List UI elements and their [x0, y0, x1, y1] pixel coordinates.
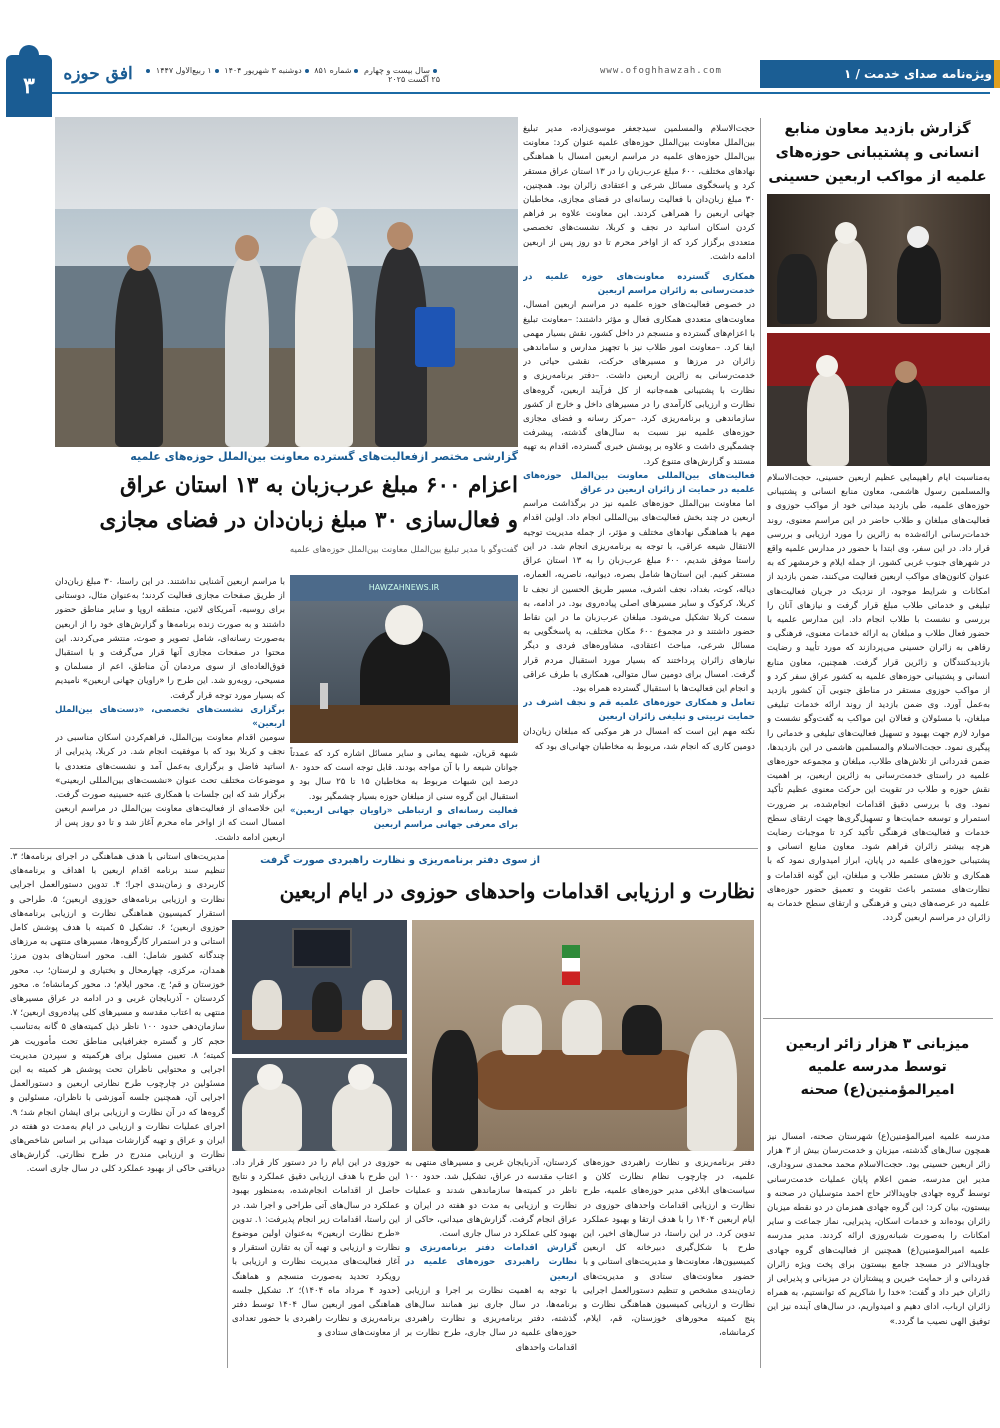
lead-title-line2: و فعال‌سازی ۳۰ مبلغ زبان‌دان در فضای مجازی [99, 508, 518, 533]
page-number-badge [6, 55, 52, 117]
lead-story-kicker: گزارشی مختصر ازفعالیت‌های گسترده معاونت بین‌الملل حوزه‌های علمیه [130, 450, 518, 463]
lead-story-column-a [55, 575, 285, 845]
divider [763, 1018, 993, 1019]
lead-story-right-column [523, 122, 755, 740]
bottom-story-left-column: مدیریت‌های استانی با هدف هماهنگی در اجرای برنامه‌ها؛ ۳. تنظیم سند برنامه اقدام اربعین با اهداف و برنامه‌های کاربردی و زمان‌بندی اجرا؛ ۴. تدوین دستورالعمل اجرایی نظارت و ارزیابی برنامه‌های حوزوی اربعین؛ ۵. طراحی و استقرار کمیسیون هماهنگی نظارت و ارزیابی برنامه‌های حوزوی اربعین؛ ۶. تشکیل ۵ کمیته با هدف پوشش کامل استانی و در استمرار کارگروه‌ها، مسیرهای منتهی به مرزهای چندگانه کشور شامل: الف. محور استان‌های بدون مرز: همدان، مرکزی، چهارمحال و بختیاری و لرستان؛ ب. محور خوزستان و قم؛ ج. محور ایلام؛ د. محور کرمانشاه؛ ه. محور کردستان - آذربایجان غربی و در ادامه در عراق مسیرهای منتهی به اعتاب مقدسه و مسیرهای کلی پیاده‌روی اربعین؛ ۷. سازمان‌دهی حدود ۱۰۰ ناظر ذیل کمیته‌های ۵ گانه به‌تناسب حجم کار و گستره جغرافیایی مناطق تحت مأموریت هر کمیته؛ ۸. تعیین مسئول برای هرکمیته و سپردن مدیریت اجرایی و محتوایی ناظران تحت پوشش هر کمیته به این مسئولین در چارچوب طرح نظارتی اربعین و دستورالعمل اجرایی آن، همچنین جلسه آموزشی با ناظران، مسئولین و گروه‌ها که در آن نظارت و ارزیابی برای ایشان انجام شد؛ ۹. اجرای عملیات نظارت و ارزیابی در ایام به‌مدت دو هفته در ایران و عراق و تهیه گزارشات میدانی بر اساس شاخص‌های نظارت و ارزیابی مندرج در طرح نظارتی. گزارش‌های دریافتی حاکی از بهبود عملکرد کلی در سال جاری است. [10, 852, 225, 1175]
lead-paragraph-2: اما معاونت بین‌الملل حوزه‌های علمیه نیز در برگذاشت مراسم اربعین در چند بخش فعالیت‌های بین‌المللی انجام داد. اولین اقدام مهم با هماهنگی نهادهای مختلف و مؤثر، از جمله مدیریت توجیه الانتقال شیعه عراقی، با توجه به برنامه‌ریزی انجام شد. در این راستا موفق شدیم، ۶۰۰ مبلغ عرب‌زبان را به ۱۳ استان عراق مستقر کنیم. این استان‌ها شامل بصره، دیوانیه، ناصریه، العماره، دیاله، کوت، بغداد، نجف اشرف، مسیر طریق الحسین از نجف تا کربلا، کرکوک و سایر مسیرهای اصلی پیاده‌روی بود. در ادامه، به سمت کربلا تشکیل می‌شود. مبلغان عرب‌زبان ما در این نقاط حضور داشتند و در مجموع ۶۰۰ مکان مختلف، به پاسخگویی به مسائل شرعی، مباحث اعتقادی، مشاوره‌های فردی و دیگر نیازهای زائران پرداختند که بسیار مورد استقبال مردم قرار گرفت. امسال برای دومین سال متوالی، همکاری با طرف عراقی و انجام این فعالیت‌ها با استقبال گسترده همراه بود. [523, 499, 755, 694]
issue-info [140, 66, 440, 84]
gregorian-date: ۲۵ آگست ۲۰۲۵ [388, 75, 440, 84]
lead-paragraph-1: در خصوص فعالیت‌های حوزه علمیه در مراسم اربعین امسال، معاونت‌های متعددی همکاری فعال و مؤثر داشتند: –معاونت تبلیغ با اعزام‌های گسترده و منسجم در داخل کشور، نقش بسیار مهمی ایفا کرد. –معاونت امور طلاب نیز با تجهیز مدارس و ساماندهی زائران در مرزها و مسیرهای حرکت، نقشی حیاتی در خدمت‌رسانی به زائرین اربعین داشت. –دفتر برنامه‌ریزی و نظارت با پشتیبانی همه‌جانبه از کل فرآیند اربعین، گروه‌های نظارت و ارزیابی کارآمدی را در مسیرهای داخل و خارج از کشور سازماندهی و برنامه‌ریزی کرد. –مرکز رسانه و فضای مجازی حوزه‌های علمیه نیز نسبت به سال‌های گذشته، پیشرفت چشمگیری داشت و علاوه بر پوشش خبری گسترده، اقدام به تهیه مستند و گزارش‌های متنوع کرد. [523, 300, 755, 467]
bullet-icon [146, 69, 150, 73]
lead-col-a-paragraph-1: با مراسم اربعین آشنایی نداشتند. در این راستا، ۳۰ مبلغ زبان‌دان از طریق صفحات مجازی فعالیت کردند؛ به‌عنوان مثال، دوستانی برای روسیه، آمریکای لاتین، منطقه اروپا و سایر مناطق حضور داشتند و به صورت زنده برنامه‌ها و گزارش‌های خود را از اربعین به‌صورت رسانه‌ای، شامل تصویر و صوت، منتشر می‌کردند. این محتوا در صفحات مجازی آنها قرار می‌گرفت و با استقبال فوق‌العاده‌ای از سوی مردمان آن مناطق، اعم از مسلمان و مسیحی، روبه‌رو شد. این طرح را «راویان جهانی اربعین» نامیدیم که بسیار مورد توجه قرار گرفت. [55, 577, 285, 701]
lead-col-b-paragraph: شبهه قربان، شبهه یمانی و سایر مسائل اشاره کرد که عمدتاً جوانان شیعه را با آن مواجه بودند. قابل توجه است که حدود ۸۰ درصد این شبهات مربوط به مخاطبان ۱۵ تا ۲۵ سال بود و استقبال این گروه سنی از مبلغان حوزه بسیار چشمگیر بود. [290, 749, 518, 802]
bottom-col2-subhead: گزارش اقدامات دفتر برنامه‌ریزی و نظارت راهبردی حوزه‌های علمیه در اربعین [405, 1243, 577, 1282]
blue-bin [415, 307, 455, 367]
lead-col-a-subhead: برگزاری نشست‌های تخصصی، «دست‌های بین‌الملل اربعین» [55, 704, 285, 730]
bottom-story-photo2 [232, 1058, 407, 1151]
lead-title-line1: اعزام ۶۰۰ مبلغ عرب‌زبان به ۱۳ استان عراق [120, 473, 518, 498]
bullet-icon [433, 69, 437, 73]
lead-story-subtitle: گفت‌وگو با مدیر تبلیغ بین‌الملل معاونت بین‌الملل حوزه‌های علمیه [289, 545, 518, 555]
column-divider [760, 118, 761, 1368]
lead-intro: حجت‌الاسلام والمسلمین سیدجعفر موسوی‌زاده، مدیر تبلیغ بین‌الملل معاونت بین‌الملل حوزه‌های علمیه عنوان کرد: معاونت بین‌الملل حوزه‌های علمیه در مراسم اربعین امسال با هماهنگی نهادهای مختلف، ۶۰۰ مبلغ عرب‌زبان را در ۱۳ استان عراق مستقر کرد و پاسخگوی مسائل شرعی و اعتقادی زائران بود. همچنین، ۳۰ مبلغ زبان‌دان با فعالیت رسانه‌ای در فضای مجازی، مخاطبان جهانی اربعین را همراهی کردند. این معاونت علاوه بر فراهم کردن اسکان اساتید در نجف و کربلا، نشست‌های تخصصی متعددی برگزار کرد که از اواخر محرم تا دو روز پس از اربعین ادامه داشت. [523, 124, 755, 262]
screen [292, 928, 352, 968]
section-divider [10, 848, 758, 849]
bullet-icon [354, 69, 358, 73]
issue-volume: سال بیست و چهارم [364, 66, 430, 75]
microphone [320, 683, 328, 709]
bottom-story-kicker: از سوی دفتر برنامه‌ریزی و نظارت راهبردی صورت گرفت [260, 855, 540, 866]
column-divider [227, 850, 228, 1368]
bottom-story-photo3 [412, 920, 754, 1151]
sidebar-story1-body: به‌مناسبت ایام راهپیمایی عظیم اربعین حسینی، حجت‌الاسلام والمسلمین رسول هاشمی، معاون منابع انسانی و پشتیبانی حوزه‌های علمیه، طی بازدید میدانی خود از مواکب حوزوی و فعالیت‌های مبلغان و طلاب حاضر در این مراسم معنوی، روند خدمات‌رسانی ارائه‌شده به زائرین را مورد ارزیابی و بررسی قرار داد. در این سفر، وی ابتدا با حضور در مدارس علمیه واقع در شهرهای جنوب غربی کشور، از جمله ایلام و خرمشهر که به عنوان کانون‌های مواکب اربعین فعالیت می‌کنند، ضمن بازدید از امکانات و شرایط موجود، از نزدیک در جریان فعالیت‌های تبلیغی و خدماتی طلاب مبلغ قرار گرفت و نیازهای آنان را بررسی و نشست با طلاب انجام داد. این مدارس علمیه با حضور فعال طلاب و مبلغان به ارائه خدمات معنوی، فرهنگی و رفاهی به زائران حسینی می‌پردازند که مورد تأیید و رضایت بازدیدکنندگان و زائرین قرار گرفت. همچنین، معاون منابع انسانی و پشتیبانی حوزه‌های علمیه به کشور عراق سفر کرد و از مواکب حوزوی مستقر در مناطق جنوبی آن کشور بازدید به‌عمل آورد. وی ضمن بازدید از روند ارائه خدمات تبلیغی مبلغان، با مسئولان و فعالان این مواکب به گفت‌وگو نشست و موارد لازم جهت بهبود و تسهیل فعالیت‌های تبلیغی و خدماتی را پیگیری نمود. حجت‌الاسلام والمسلمین هاشمی در این بازدیدها، ضمن قدردانی از تلاش‌های طلاب، مبلغان و مجموعه حوزه‌های علمیه در راستای خدمت‌رسانی به زائرین اربعین، بر اهمیت نقش حوزه و طلاب در تقویت این حرکت معنوی عظیم تأکید نمود. وی با بررسی دقیق اقدامات انجام‌شده، بر ضرورت استمرار و توسعه حمایت‌ها و تسهیل‌گری‌ها جهت ارتقای سطح خدمات و فعالیت‌های فرهنگی تأکید کرد تا موجبات رضایت هرچه بیشتر زائران فراهم شود. معاون منابع انسانی و پشتیبانی حوزه‌های علمیه در پایان، ابراز امیدواری نمود که با همکاری و تلاش مستمر طلاب و مبلغان، این گونه اقدامات و نظارت‌های مستمر باعث تقویت و تعمیق حضور حوزه‌های علمیه در عرصه‌های دینی و فرهنگی و ارتقای سطح خدمات به زائران در مراسم اربعین گردد. [767, 473, 990, 924]
tent-canopy [55, 117, 518, 209]
bottom-story-column-2 [405, 1156, 577, 1366]
lead-paragraph-3: نکته مهم این است که امسال در هر موکبی که مبلغان زبان‌دان [523, 726, 755, 737]
flag-icon [562, 945, 580, 985]
weekday-date: دوشنبه ۳ شهریور ۱۴۰۴ [224, 66, 302, 75]
hijri-date: ۱ ربیع‌الاول ۱۴۴۷ [155, 66, 212, 75]
lead-col-b-subhead: فعالیت رسانه‌ای و ارتباطی «راویان جهانی اربعین» برای معرفی جهانی مراسم اربعین [290, 805, 518, 831]
website-url[interactable]: www.ofoghhawzah.com [600, 66, 722, 76]
lead-story-column-c [523, 740, 755, 848]
dome-icon [19, 45, 39, 61]
lead-story-title [55, 468, 518, 538]
bullet-icon [215, 69, 219, 73]
lead-story-photo [55, 117, 518, 447]
lead-subhead-1: همکاری گسترده معاونت‌های حوزه علمیه در خدمت‌رسانی به زائران مراسم اربعین [523, 272, 755, 297]
lead-subhead-2: فعالیت‌های بین‌المللی معاونت بین‌الملل حوزه‌های علمیه در حمایت از زائران اربعین در عراق [523, 470, 755, 496]
lead-col-a-paragraph-2: سومین اقدام معاونت بین‌الملل، فراهم‌کردن اسکان مناسبی در نجف و کربلا بود که با موفقیت انجام شد. در کربلا، پذیرایی از اساتید فاضل و برگزاری به‌عمل آمد و نشست‌های متعددی با موضوعات مختلف تحت عنوان «نشست‌های بین‌المللی اربعینی» برگزار شد که این جلسات با همکاری عتبه حسینیه صورت گرفت. این خلاصه‌ای از فعالیت‌های معاونت بین‌الملل در مراسم اربعین امسال است که از اواخر ماه محرم آغاز شد و تا دو روز پس از اربعین ادامه داشت. [55, 733, 285, 843]
newspaper-logo: افق حوزه [63, 64, 133, 84]
sidebar-story1-title: گزارش بازدید معاون منابع انسانی و پشتیبانی حوزه‌های علمیه از مواکب اربعین حسینی [768, 121, 987, 185]
lead-subhead-3: تعامل و همکاری حوزه‌های علمیه قم و نجف اشرف در حمایت تربیتی و تبلیغی زائران اربعین [523, 698, 755, 723]
special-issue-label: ویژه‌نامه صدای خدمت / ۱ [760, 60, 1000, 88]
bullet-icon [305, 69, 309, 73]
lead-inner-photo [290, 575, 518, 743]
issue-number: شماره ۸۵۱ [314, 66, 352, 75]
sidebar-story1-photo1 [767, 194, 990, 327]
bottom-story-photo1 [232, 920, 407, 1054]
header-rule [52, 92, 990, 94]
sidebar-story1-photo2 [767, 333, 990, 466]
bottom-col2-paragraph-2: با توجه به اهمیت نظارت بر اجرا و ارزیابی برنامه‌ها، در سال جاری نیز همانند سال‌های گذشته، دفتر برنامه‌ریزی و نظارت راهبردی حوزه‌های علمیه در سال جاری، طرح نظارت بر اقدامات واحدهای [405, 1285, 577, 1353]
sidebar-story2-title: میزبانی ۳ هزار زائر اربعین توسط مدرسه علمیه امیرالمؤمنین(ع) صحنه [785, 1036, 970, 1098]
bottom-col2-paragraph-1: کردستان، آذربایجان غربی و مسیرهای منتهی به اعتاب مقدسه در عراق، تشکیل شد. حدود ۱۰۰ ناظر در کمیته‌ها سازماندهی شدند و عملیات نظارت و ارزیابی به مدت دو هفته در ایران و عراق انجام گرفت. گزارش‌های میدانی، حاکی از بهبود کلی عملکرد در سال جاری است. [405, 1158, 577, 1240]
page-header [0, 0, 1000, 118]
bottom-story-title: نظارت و ارزیابی اقدامات واحدهای حوزوی در ایام اربعین [279, 879, 755, 903]
sidebar-story2-body: مدرسه علمیه امیرالمؤمنین(ع) شهرستان صحنه، امسال نیز همچون سال‌های گذشته، میزبان و خدمت‌رسان بیش از ۳ هزار زائر اربعین حسینی بود. حجت‌الاسلام محمد محمدی سروداری، مدیر این مدرسه، ضمن اعلام پایان عملیات خدمت‌رسانی توسط گروه جهادی جاویدالاثر حاج احمد متوسلیان در صحنه و بیستون، بیان کرد: این گروه جهادی همزمان در دو نقطه میزبان زائران بوده‌اند و خدمات اسکان، پذیرایی، نماز جماعت و سایر امکانات را به‌صورت شبانه‌روزی ارائه کردند. مدیر مدرسه علمیه امیرالمؤمنین(ع) همچنین از فعالیت‌های گروه جهادی جاویدالاثر در مسجد جامع بیستون برای پخت ویژه زائران قدردانی و از حمایت خیرین و پیشتازان در میزبانی و پذیرایی از زائران خیر داد و گفت: «خدا را شاکریم که توانستیم، به همراه زائران ارباب، ادای دهیم و امیدواریم، در سال‌های آینده نیز این توفیق الهی نصیب ما گردد.» [767, 1132, 990, 1327]
bottom-story-column-3: حوزوی در این ایام را در دستور کار قرار داد. این طرح با هدف ارزیابی دقیق عملکرد و نتایج حاصل از اقدامات انجام‌شده، به‌منظور بهبود عملکرد در سال‌های آتی طراحی و اجرا شد. در این راستا، اقدامات زیر انجام پذیرفت: ۱. تدوین «طرح نظارت اربعین» به‌عنوان اولین موضوع نظارت و ارزیابی و تهیه آن به تقارن استقرار و آغاز فعالیت‌های مدیریت نظارت و ارزیابی با رویکرد تحدید به‌صورت منسجم و هماهنگ (حدود ۴ مرداد ماه ۱۴۰۴)؛ ۲. تشکیل جلسه هماهنگی امور اربعین سال ۱۴۰۴ توسط دفتر برنامه‌ریزی و نظارت راهبردی با حضور تعدادی از معاونت‌های ستادی و [232, 1158, 400, 1339]
lead-story-column-b [290, 747, 518, 845]
page-number: ۳ [23, 73, 35, 99]
bottom-story-column-1: دفتر برنامه‌ریزی و نظارت راهبردی حوزه‌های علمیه، در چارچوب نظام نظارت کلان و سیاست‌های ابلاغی مدیر حوزه‌های علمیه، طرح نظارت و ارزیابی اقدامات واحدهای حوزوی در ایام اربعین ۱۴۰۴ را با هدف ارتقا و بهبود عملکرد تدوین کرد. در این راستا، در سال‌های اخیر، این طرح با شکل‌گیری دبیرخانه کل اربعین کمیسیون‌ها، معاونت‌ها و مدیریت‌های استانی و با حضور معاونت‌های ستادی و مدیریت‌های زمان‌بندی مشخص و تنظیم دستورالعمل اجرایی نظارت و ارزیابی کمیسیون هماهنگی نظارت و پنج کمیته محورهای خوزستان، قم، ایلام، کرمانشاه، [583, 1158, 755, 1339]
banner: HAWZAHNEWS.IR [290, 575, 518, 601]
lead-col-c-paragraph: دومین کاری که انجام شد، مربوط به مخاطبان جهانی‌ای بود که [534, 742, 755, 752]
